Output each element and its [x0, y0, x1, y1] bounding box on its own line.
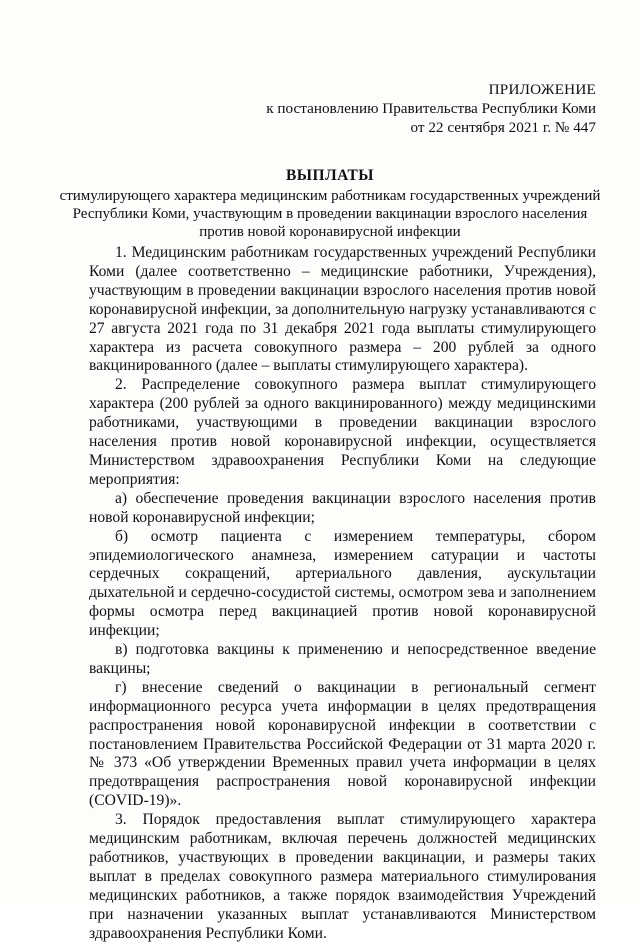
paragraph-2a: а) обеспечение проведения вакцинации взрослого населения против новой коронавирусной инфекции;: [89, 489, 596, 526]
paragraph-3: 3. Порядок предоставления выплат стимулирующего характера медицинским работникам, включая перечень должностей медицинских работников, участвующих в проведении вакцинации, и размеры таких выплат в пределах совокупного размера материального стимулирования медицинских работников, а также порядок взаимодействия Учреждений при назначении указанных выплат устанавливаются Министерством здравоохранения Республики Коми.: [89, 811, 596, 942]
document-heading: [50, 167, 610, 241]
paragraph-1: 1. Медицинским работникам государственных учреждений Республики Коми (далее соответственно – медицинские работники, Учреждения), участвующим в проведении вакцинации взрослого населения против новой коронавирусной инфекции, за дополнительную нагрузку устанавливаются с 27 августа 2021 года по 31 декабря 2021 года выплаты стимулирующего характера из расчета совокупного размера – 200 рублей за одного вакцинированного (далее – выплаты стимулирующего характера).: [89, 244, 596, 375]
appendix-title: ПРИЛОЖЕНИЕ: [488, 81, 596, 98]
paragraph-2: 2. Распределение совокупного размера выплат стимулирующего характера (200 рублей за одного вакцинированного) между медицинскими работниками, участвующими в проведении вакцинации взрослого населения против новой коронавирусной инфекции, осуществляется Министерством здравоохранения Республики Коми на следующие мероприятия:: [89, 376, 596, 488]
appendix-date-number: от 22 сентября 2021 г. № 447: [410, 119, 596, 136]
appendix-block: [266, 80, 596, 137]
paragraph-2g: г) внесение сведений о вакцинации в региональный сегмент информационного ресурса учета информации в целях предотвращения распространения новой коронавирусной инфекции в соответствии с постановлением Правительства Российской Федерации от 31 марта 2020 г. № 373 «Об утверждении Временных правил учета информации в целях предотвращения распространения новой коронавирусной инфекции (COVID-19)».: [89, 678, 596, 810]
document-subtitle-line-2: Республики Коми, участвующим в проведении вакцинации взрослого населения: [72, 206, 588, 222]
paragraph-2v: в) подготовка вакцины к применению и непосредственное введение вакцины;: [89, 641, 596, 677]
document-subtitle-line-3: против новой коронавирусной инфекции: [199, 224, 461, 240]
document-title: ВЫПЛАТЫ: [285, 167, 375, 184]
document-subtitle-line-1: стимулирующего характера медицинским работникам государственных учреждений: [59, 188, 601, 204]
paragraph-2b: б) осмотр пациента с измерением температуры, сбором эпидемиологического анамнеза, измерением сатурации и частоты сердечных сокращений, артериального давления, аускультации дыхательной и сердечно-сосудистой системы, осмотром зева и заполнением формы осмотра перед вакцинацией против новой коронавирусной инфекции;: [89, 527, 596, 640]
appendix-reference: к постановлению Правительства Республики Коми: [266, 100, 596, 117]
document-body: [89, 244, 596, 944]
